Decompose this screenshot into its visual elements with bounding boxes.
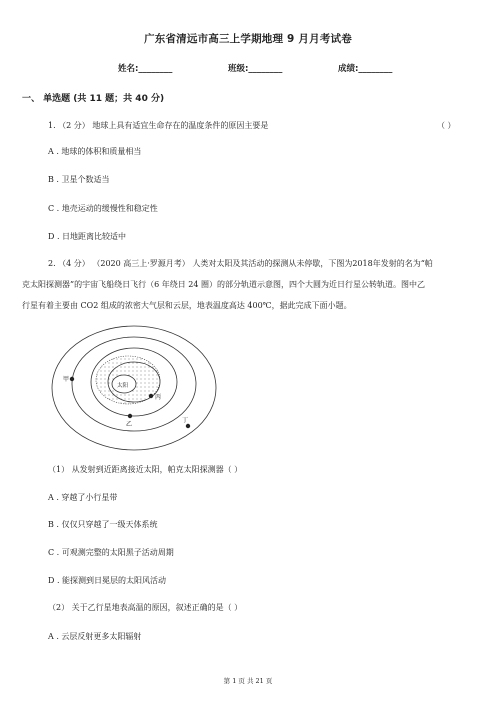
name-field: 姓名:________ (118, 64, 173, 74)
planet-bing-marker (149, 394, 153, 398)
q1-answer-paren: （ ） (437, 121, 456, 130)
orbit-diagram (48, 322, 220, 456)
planet-yi-label: 乙 (126, 421, 133, 428)
planet-ding-marker (186, 424, 190, 428)
q2-stem-line-1: 2. （4 分） （2020 高三上·罗源月考） 人类对太阳及其活动的探测从未停歇，下图为2018年发射的名为“帕 (48, 259, 433, 268)
section-heading: 一、 单选题 (共 11 题；共 40 分) (22, 94, 165, 104)
q2-sub1-option-d: D . 能探测到日冕层的太阳风活动 (48, 576, 167, 585)
planet-bing-label: 丙 (155, 394, 162, 401)
page-footer: 第 1 页 共 21 页 (223, 677, 273, 685)
sun-label: 太阳 (117, 383, 129, 389)
q2-sub1-option-b: B . 仅仅只穿越了一级天体系统 (48, 520, 158, 529)
q2-sub2-stem: （2） 关于乙行星地表高温的原因，叙述正确的是（ ） (48, 603, 243, 612)
q2-sub1-stem: （1） 从发射到近距离接近太阳，帕克太阳探测器（ ） (48, 465, 243, 474)
q1-option-d: D . 日地距离比较适中 (48, 232, 127, 241)
class-field: 班级:________ (228, 64, 283, 74)
q2-sub1-option-a: A . 穿越了小行星带 (48, 493, 118, 502)
q1-stem: 1. （2 分） 地球上具有适宜生命存在的温度条件的原因主要是 (48, 121, 269, 130)
planet-jia-marker (70, 377, 74, 381)
q2-sub2-option-a: A . 云层反射更多太阳辐射 (48, 632, 142, 641)
planet-jia-label: 甲 (63, 376, 70, 383)
page-title: 广东省清远市高三上学期地理 9 月月考试卷 (144, 33, 352, 45)
q2-sub1-option-c: C . 可观测完整的太阳黑子活动周期 (48, 548, 174, 557)
q1-option-b: B . 卫星个数适当 (48, 175, 110, 184)
q2-stem-line-3: 行星有着主要由 CO2 组成的浓密大气层和云层，地表温度高达 400℃，据此完成下面小题。 (22, 301, 352, 310)
planet-yi-marker (128, 414, 132, 418)
q1-option-a: A . 地球的体积和质量相当 (48, 147, 142, 156)
score-field: 成绩:________ (338, 64, 393, 74)
q2-stem-line-2: 克太阳探测器”的宇宙飞船绕日飞行（6 年绕日 24 圈）的部分轨道示意图，四个大圆为近日行星公转轨道。图中乙 (22, 280, 425, 289)
q1-option-c: C . 地壳运动的缓慢性和稳定性 (48, 204, 158, 213)
planet-ding-label: 丁 (182, 417, 189, 424)
